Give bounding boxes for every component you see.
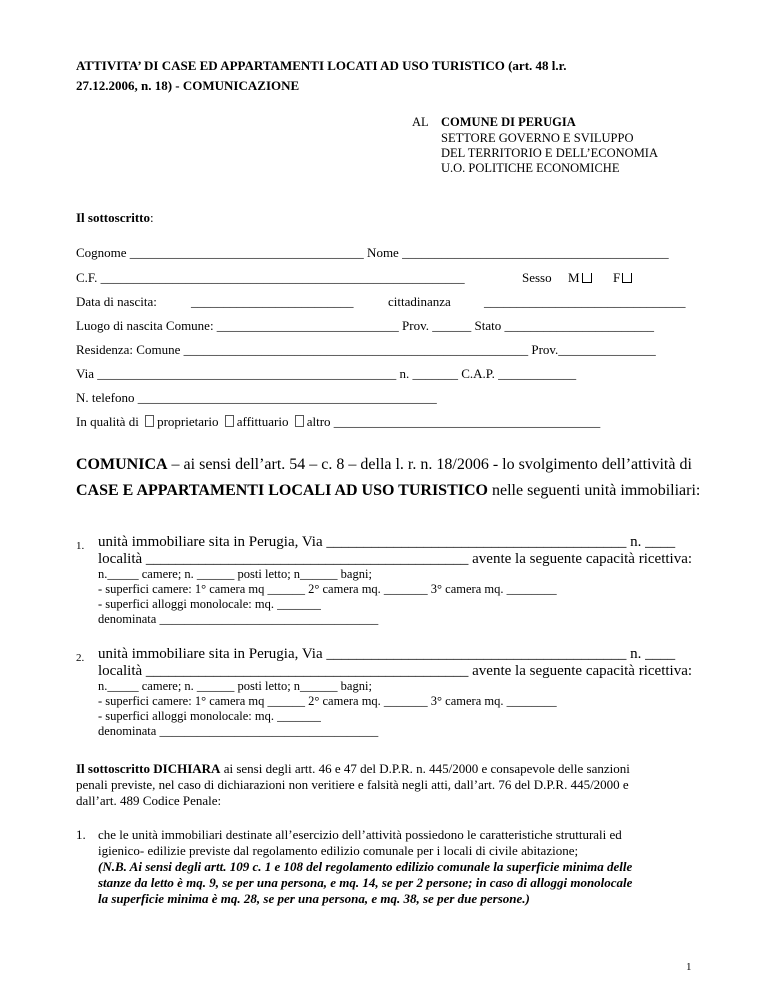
cognome-nome-field[interactable]: Cognome ____________________________________ Nome _________________________________________ <box>76 245 669 260</box>
comunica-line2: CASE E APPARTAMENTI LOCALI AD USO TURISTICO nelle seguenti unità immobiliari: <box>76 482 701 499</box>
qualita-label: In qualità di <box>76 414 139 429</box>
cittadinanza-label: cittadinanza <box>388 294 451 309</box>
unit2-address-field[interactable]: unità immobiliare sita in Perugia, Via ________________________________________ n. ____ <box>98 646 676 662</box>
note-line2: stanze da letto è mq. 9, se per una persona, e mq. 14, se per 2 persone; in caso di alloggi monolocale <box>98 875 633 890</box>
sesso-m-option[interactable]: M <box>568 270 592 286</box>
point1-line2: igienico- edilizie previste dal regolamento edilizio comunale per i locali di civile abitazione; <box>98 843 579 858</box>
point1-line1: che le unità immobiliari destinate all’esercizio dell’attività possiedono le caratteristiche strutturali ed <box>98 827 622 842</box>
altro-field[interactable]: altro _________________________________________ <box>306 414 601 429</box>
recipient-prefix: AL <box>412 115 429 129</box>
luogo-nascita-field[interactable]: Luogo di nascita Comune: ____________________________ Prov. ______ Stato _______________________ <box>76 318 654 333</box>
unit1-address-field[interactable]: unità immobiliare sita in Perugia, Via ________________________________________ n. ____ <box>98 534 676 550</box>
recipient-comune: COMUNE DI PERUGIA <box>441 115 576 129</box>
unit1-superfici-monolocale-field[interactable]: - superfici alloggi monolocale: mq. _______ <box>98 597 321 611</box>
sottoscritto-heading: Il sottoscritto: <box>76 210 154 225</box>
unit1-number: 1. <box>76 540 85 552</box>
sesso-f-checkbox[interactable] <box>622 273 632 283</box>
unit2-number: 2. <box>76 652 85 664</box>
note-line3: la superficie minima è mq. 28, se per una persona, e mq. 38, se per due persone.) <box>98 891 530 906</box>
telefono-field[interactable]: N. telefono ______________________________________________ <box>76 390 437 405</box>
dichiara-line2: penali previste, nel caso di dichiarazioni non veritiere e falsità negli atti, dall’art. 76 del D.P.R. 445/2000 e <box>76 777 629 792</box>
unit1-superfici-camere-field[interactable]: - superfici camere: 1° camera mq ______ 2° camera mq. _______ 3° camera mq. ________ <box>98 582 557 596</box>
via-field[interactable]: Via ______________________________________________ n. _______ C.A.P. ____________ <box>76 366 577 381</box>
proprietario-checkbox[interactable] <box>145 415 154 427</box>
point1-number: 1. <box>76 827 86 842</box>
unit2-capacity-field[interactable]: n._____ camere; n. ______ posti letto; n______ bagni; <box>98 679 372 693</box>
unit2-superfici-camere-field[interactable]: - superfici camere: 1° camera mq ______ 2° camera mq. _______ 3° camera mq. ________ <box>98 694 557 708</box>
unit1-denominata-field[interactable]: denominata ___________________________________ <box>98 612 379 626</box>
dichiara-line3: dall’art. 489 Codice Penale: <box>76 793 222 808</box>
proprietario-label: proprietario <box>157 414 219 429</box>
dichiara-line1: Il sottoscritto DICHIARA ai sensi degli artt. 46 e 47 del D.P.R. n. 445/2000 e consapevole delle sanzioni <box>76 761 630 776</box>
unit2-denominata-field[interactable]: denominata ___________________________________ <box>98 724 379 738</box>
cf-field[interactable]: C.F. ________________________________________________________ <box>76 270 465 285</box>
comunica-line1: COMUNICA – ai sensi dell’art. 54 – c. 8 – della l. r. n. 18/2006 - lo svolgimento dell’attività di <box>76 456 692 473</box>
affittuario-label: affittuario <box>236 414 289 429</box>
unit1-capacity-field[interactable]: n._____ camere; n. ______ posti letto; n______ bagni; <box>98 567 372 581</box>
data-nascita-label: Data di nascita: <box>76 294 157 309</box>
document-title-line1: ATTIVITA’ DI CASE ED APPARTAMENTI LOCATI AD USO TURISTICO (art. 48 l.r. <box>76 58 567 73</box>
recipient-line3: DEL TERRITORIO E DELL’ECONOMIA <box>441 146 658 160</box>
affittuario-checkbox[interactable] <box>225 415 234 427</box>
page-number: 1 <box>686 961 692 973</box>
data-nascita-field[interactable]: _________________________ <box>191 294 354 309</box>
unit2-superfici-monolocale-field[interactable]: - superfici alloggi monolocale: mq. _______ <box>98 709 321 723</box>
cittadinanza-field[interactable]: _______________________________ <box>484 294 686 309</box>
unit1-localita-field[interactable]: località ___________________________________________ avente la seguente capacità ricettiva: <box>98 551 693 567</box>
unit2-localita-field[interactable]: località ___________________________________________ avente la seguente capacità ricettiva: <box>98 663 693 679</box>
note-line1: (N.B. Ai sensi degli artt. 109 c. 1 e 108 del regolamento edilizio comunale la superficie minima delle <box>98 859 633 874</box>
sesso-label: Sesso <box>522 270 552 285</box>
recipient-line2: SETTORE GOVERNO E SVILUPPO <box>441 131 634 145</box>
residenza-field[interactable]: Residenza: Comune _____________________________________________________ Prov._______________ <box>76 342 656 357</box>
qualita-row <box>76 414 600 430</box>
sesso-m-checkbox[interactable] <box>582 273 592 283</box>
document-title-line2: 27.12.2006, n. 18) - COMUNICAZIONE <box>76 78 300 93</box>
sesso-f-option[interactable]: F <box>613 270 632 286</box>
recipient-line4: U.O. POLITICHE ECONOMICHE <box>441 161 620 175</box>
altro-checkbox[interactable] <box>295 415 304 427</box>
